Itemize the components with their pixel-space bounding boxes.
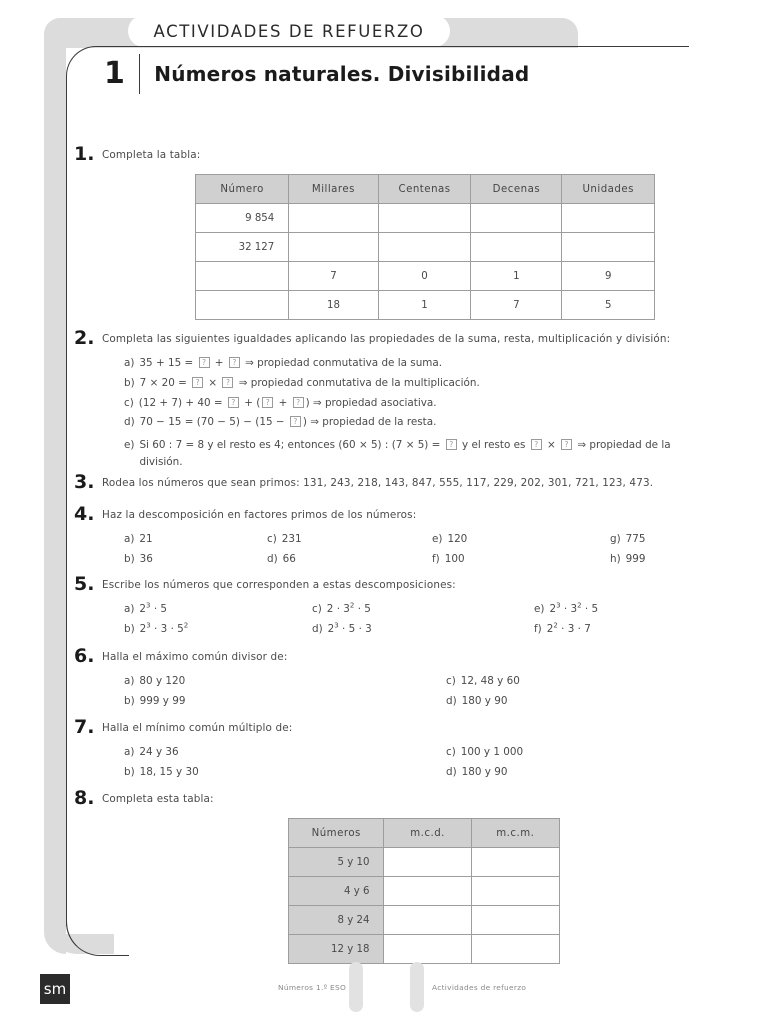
seg: + — [275, 396, 291, 409]
col-header-mcm: m.c.m. — [471, 819, 559, 848]
exponent: 3 — [146, 601, 151, 610]
list-item — [432, 530, 610, 550]
col-header-decenas: Decenas — [471, 175, 562, 204]
cell-r0c0: 5 y 10 — [289, 848, 384, 877]
item-label: g) — [610, 533, 621, 546]
exercise-3 — [74, 471, 714, 493]
exercise-6-column-1 — [124, 672, 446, 712]
exercise-4-column-3 — [432, 530, 610, 570]
exercise-5-number: 5. — [74, 573, 95, 595]
item-label: h) — [610, 552, 621, 565]
seg: ) ⇒ propiedad de la resta. — [302, 416, 437, 429]
table-row — [196, 204, 655, 233]
seg: + ( — [240, 396, 261, 409]
left-gray-bar — [44, 34, 66, 954]
item-label-d: d) — [124, 416, 135, 429]
col-header-millares: Millares — [289, 175, 378, 204]
cell-r3c1: 18 — [289, 291, 378, 320]
list-item — [124, 600, 312, 620]
cell-r2c1: 7 — [289, 262, 378, 291]
item-label-a: a) — [124, 357, 135, 370]
item-text: 80 y 120 — [139, 675, 186, 688]
seg: × — [543, 439, 560, 452]
cell-r0c3[interactable] — [471, 204, 562, 233]
exercise-4 — [74, 503, 714, 570]
cell-r2c0: 8 y 24 — [289, 906, 384, 935]
answer-box-icon[interactable]: ? — [228, 397, 239, 408]
item-text: 12, 48 y 60 — [460, 675, 520, 688]
exercise-4-column-2 — [267, 530, 432, 570]
cell-r0c2[interactable] — [471, 848, 559, 877]
item-text: 180 y 90 — [461, 694, 508, 707]
exponent: 2 — [349, 601, 355, 610]
item-label: c) — [267, 533, 277, 546]
list-item — [267, 550, 432, 570]
exponent: 2 — [183, 621, 189, 630]
item-label: a) — [124, 675, 135, 688]
exercise-5-column-3 — [534, 600, 598, 640]
answer-box-icon[interactable]: ? — [222, 377, 233, 388]
item-label: b) — [124, 552, 135, 565]
list-item — [534, 600, 598, 620]
exercise-1-stem: Completa la tabla: — [102, 149, 201, 161]
item-text-c — [139, 394, 437, 414]
exercise-7-column-1 — [124, 743, 446, 783]
item-label: d) — [446, 765, 457, 778]
seg: ⇒ propiedad conmutativa de la suma. — [241, 357, 443, 370]
answer-box-icon[interactable]: ? — [199, 357, 210, 368]
item-label: c) — [312, 603, 322, 616]
list-item — [267, 530, 432, 550]
cell-r3c0: 12 y 18 — [289, 935, 384, 964]
exercise-6-column-2 — [446, 672, 520, 712]
item-label: c) — [446, 675, 456, 688]
cell-r0c2[interactable] — [378, 204, 471, 233]
table-row — [196, 291, 655, 320]
exercise-2-item-d — [124, 413, 714, 433]
cell-r2c2: 0 — [378, 262, 471, 291]
cell-r1c0: 4 y 6 — [289, 877, 384, 906]
cell-r1c1[interactable] — [289, 233, 378, 262]
exercise-6-stem: Halla el máximo común divisor de: — [102, 651, 288, 663]
list-item — [124, 672, 446, 692]
item-label: e) — [534, 603, 545, 616]
exercise-5-column-1 — [124, 600, 312, 640]
list-item — [534, 620, 598, 640]
table-row — [289, 877, 560, 906]
item-label: f) — [432, 552, 440, 565]
exponent: 3 — [556, 601, 561, 610]
item-text: 24 y 36 — [139, 746, 179, 759]
item-text: 21 — [139, 533, 153, 546]
chapter-title: Números naturales. Divisibilidad — [154, 62, 530, 86]
item-text: 999 y 99 — [139, 694, 186, 707]
item-expression — [327, 600, 371, 620]
cell-r1c0: 32 127 — [196, 233, 289, 262]
item-label: b) — [124, 765, 135, 778]
item-expression — [549, 600, 598, 620]
cell-r2c2[interactable] — [471, 906, 559, 935]
exercise-4-stem: Haz la descomposición en factores primos de los números: — [102, 509, 417, 521]
item-label: b) — [124, 694, 135, 707]
cell-r0c1[interactable] — [384, 848, 471, 877]
cell-r1c4[interactable] — [562, 233, 655, 262]
item-expression — [139, 600, 167, 620]
cell-r3c2[interactable] — [471, 935, 559, 964]
item-label: d) — [446, 694, 457, 707]
item-label: a) — [124, 603, 135, 616]
table-row — [289, 848, 560, 877]
item-label: a) — [124, 746, 135, 759]
item-expression — [328, 620, 372, 640]
exercise-8 — [74, 787, 714, 964]
item-expression — [140, 620, 189, 640]
list-item — [446, 692, 520, 712]
seg: Si 60 : 7 = 8 y el resto es 4; entonces (60 × 5) : (7 × 5) = — [139, 439, 444, 452]
exercise-6-items — [124, 672, 714, 712]
exercise-1 — [74, 143, 714, 320]
table-row — [196, 233, 655, 262]
table-row — [289, 906, 560, 935]
exercise-2-stem: Completa las siguientes igualdades aplicando las propiedades de la suma, resta, multiplicación y división: — [102, 333, 671, 345]
exponent: 3 — [146, 621, 151, 630]
list-item — [446, 763, 523, 783]
chapter-divider — [139, 54, 140, 94]
footer-tab-left — [349, 962, 363, 1012]
footer-right-text: Actividades de refuerzo — [432, 983, 527, 992]
seg: 2 — [549, 603, 557, 616]
item-label: d) — [312, 622, 323, 635]
mcd-mcm-table — [288, 818, 560, 964]
table-row — [196, 262, 655, 291]
col-header-centenas: Centenas — [378, 175, 471, 204]
footer-tab-right — [410, 962, 424, 1012]
cell-r0c0: 9 854 — [196, 204, 289, 233]
cell-r2c0[interactable] — [196, 262, 289, 291]
exercise-8-number: 8. — [74, 787, 95, 809]
item-label: a) — [124, 533, 135, 546]
item-text: 66 — [282, 552, 296, 565]
answer-box-icon[interactable]: ? — [192, 377, 203, 388]
list-item — [124, 763, 446, 783]
item-text: 775 — [625, 533, 646, 546]
chapter-number: 1 — [104, 56, 125, 91]
seg: 35 + 15 = — [139, 357, 197, 370]
seg: 70 − 15 = (70 − 5) − (15 − — [139, 416, 288, 429]
sm-logo: sm — [40, 974, 70, 1004]
item-text: 180 y 90 — [461, 765, 508, 778]
list-item — [124, 692, 446, 712]
item-label-e: e) — [124, 439, 135, 452]
seg: 2 — [546, 622, 554, 635]
col-header-unidades: Unidades — [562, 175, 655, 204]
exercise-5-column-2 — [312, 600, 534, 640]
exponent: 2 — [577, 601, 582, 610]
answer-box-icon[interactable]: ? — [262, 397, 273, 408]
list-item — [610, 550, 646, 570]
exercise-4-number: 4. — [74, 503, 95, 525]
item-text: 999 — [625, 552, 646, 565]
exercise-7 — [74, 716, 714, 783]
list-item — [124, 620, 312, 640]
exercise-2 — [74, 327, 714, 470]
exercise-5-items — [124, 600, 714, 640]
item-label-c: c) — [124, 396, 134, 409]
cell-r2c1[interactable] — [384, 906, 471, 935]
cell-r3c3: 7 — [471, 291, 562, 320]
list-item — [124, 550, 267, 570]
footer-left-text: Números 1.º ESO — [278, 983, 347, 992]
table-header-row — [196, 175, 655, 204]
col-header-mcd: m.c.d. — [384, 819, 471, 848]
seg: · 5 — [150, 603, 168, 616]
cell-r1c2[interactable] — [378, 233, 471, 262]
exercise-2-item-b — [124, 374, 714, 394]
item-text: 100 — [444, 552, 465, 565]
item-text: 36 — [139, 552, 153, 565]
table-header-row — [289, 819, 560, 848]
exercise-7-stem: Halla el mínimo común múltiplo de: — [102, 722, 293, 734]
list-item — [432, 550, 610, 570]
seg: · 5 — [354, 603, 371, 616]
cell-r0c4[interactable] — [562, 204, 655, 233]
exercise-1-number: 1. — [74, 143, 95, 165]
exercise-2-item-a — [124, 354, 714, 374]
cell-r3c2: 1 — [378, 291, 471, 320]
seg: · 3 · 7 — [557, 622, 591, 635]
exercise-2-item-c — [124, 394, 714, 414]
place-value-table — [195, 174, 655, 320]
cell-r0c1[interactable] — [289, 204, 378, 233]
item-label: c) — [446, 746, 456, 759]
banner-title-pill — [128, 15, 450, 47]
list-item — [124, 743, 446, 763]
cell-r1c3[interactable] — [471, 233, 562, 262]
answer-box-icon[interactable]: ? — [293, 397, 304, 408]
list-item — [446, 743, 523, 763]
item-text-d — [140, 413, 437, 433]
answer-box-icon[interactable]: ? — [290, 416, 301, 427]
item-label: f) — [534, 622, 542, 635]
cell-r1c1[interactable] — [384, 877, 471, 906]
seg: · 3 · 5 — [150, 622, 184, 635]
list-item — [312, 620, 534, 640]
list-item — [124, 530, 267, 550]
seg: 2 — [327, 622, 335, 635]
item-text-a — [139, 354, 442, 374]
cell-r3c1[interactable] — [384, 935, 471, 964]
cell-r1c2[interactable] — [471, 877, 559, 906]
answer-box-icon[interactable]: ? — [229, 357, 240, 368]
table-row — [289, 935, 560, 964]
answer-box-icon[interactable]: ? — [561, 439, 572, 450]
exercise-2-item-e — [124, 437, 714, 470]
answer-box-icon[interactable]: ? — [531, 439, 542, 450]
exercise-4-column-1 — [124, 530, 267, 570]
cell-r3c0[interactable] — [196, 291, 289, 320]
banner-title: ACTIVIDADES DE REFUERZO — [153, 21, 425, 41]
exercise-3-stem: Rodea los números que sean primos: 131, 243, 218, 143, 847, 555, 117, 229, 202, 301, 721, 123, 473. — [102, 477, 654, 489]
item-label: e) — [432, 533, 443, 546]
exercise-5-stem: Escribe los números que corresponden a estas descomposiciones: — [102, 579, 456, 591]
seg: (12 + 7) + 40 = — [138, 396, 226, 409]
exercise-7-column-2 — [446, 743, 523, 783]
seg: ⇒ propiedad de la división. — [139, 439, 671, 468]
col-header-numeros: Números — [289, 819, 384, 848]
exercise-6 — [74, 645, 714, 712]
seg: · 5 — [581, 603, 599, 616]
cell-r3c4: 5 — [562, 291, 655, 320]
seg: y el resto es — [458, 439, 529, 452]
seg: 7 × 20 = — [139, 376, 191, 389]
list-item — [312, 600, 534, 620]
list-item — [610, 530, 646, 550]
exercise-7-number: 7. — [74, 716, 95, 738]
item-text: 231 — [281, 533, 302, 546]
seg: 2 — [139, 603, 147, 616]
seg: × — [205, 376, 221, 389]
item-text-b — [140, 374, 480, 394]
item-text: 100 y 1 000 — [460, 746, 524, 759]
chapter-heading — [104, 54, 529, 94]
item-label: d) — [267, 552, 278, 565]
exercise-2-number: 2. — [74, 327, 95, 349]
seg: ⇒ propiedad conmutativa de la multiplicación. — [235, 376, 480, 389]
item-text: 18, 15 y 30 — [139, 765, 199, 778]
exercise-2-items — [124, 354, 714, 470]
exercise-4-items — [124, 530, 714, 570]
item-label-b: b) — [124, 376, 135, 389]
col-header-numero: Número — [196, 175, 289, 204]
exercise-7-items — [124, 743, 714, 783]
exercise-3-number: 3. — [74, 471, 95, 493]
item-text-e — [139, 437, 714, 470]
seg: · 3 — [560, 603, 578, 616]
seg: · 5 · 3 — [338, 622, 372, 635]
exercise-4-column-4 — [610, 530, 646, 570]
exponent: 3 — [334, 621, 339, 630]
list-item — [446, 672, 520, 692]
exponent: 2 — [553, 621, 558, 630]
cell-r2c3: 1 — [471, 262, 562, 291]
item-text: 120 — [447, 533, 468, 546]
item-label: b) — [124, 622, 135, 635]
seg: 2 — [139, 622, 147, 635]
answer-box-icon[interactable]: ? — [446, 439, 457, 450]
seg: ) ⇒ propiedad asociativa. — [305, 396, 437, 409]
cell-r2c4: 9 — [562, 262, 655, 291]
exercise-8-stem: Completa esta tabla: — [102, 793, 214, 805]
exercise-6-number: 6. — [74, 645, 95, 667]
item-expression — [547, 620, 591, 640]
seg: 2 · 3 — [326, 603, 350, 616]
seg: + — [211, 357, 227, 370]
exercise-5 — [74, 573, 714, 640]
